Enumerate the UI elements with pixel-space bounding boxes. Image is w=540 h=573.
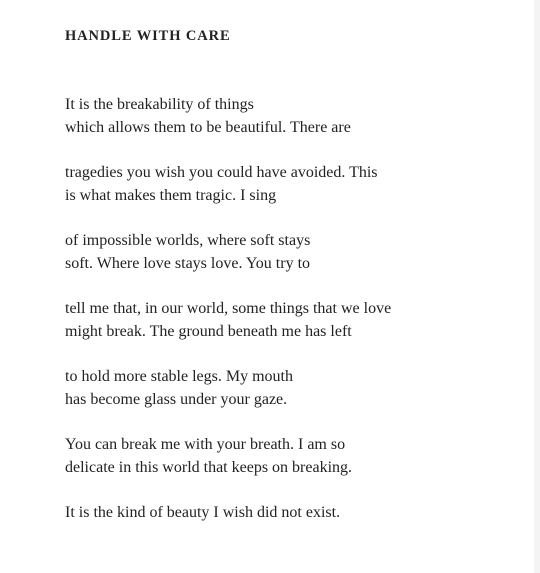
poem-line: tell me that, in our world, some things that we love: [65, 300, 392, 317]
poem-line: It is the kind of beauty I wish did not exist.: [65, 504, 341, 521]
poem-title: HANDLE WITH CARE: [65, 28, 231, 44]
poem-body: [65, 93, 505, 546]
page-edge: [534, 0, 540, 573]
stanza-3: [65, 229, 505, 275]
poem-line: delicate in this world that keeps on breaking.: [65, 459, 353, 476]
poem-line: It is the breakability of things: [65, 96, 254, 113]
stanza-2: [65, 161, 505, 207]
stanza-5: [65, 365, 505, 411]
poem-line: is what makes them tragic. I sing: [65, 187, 277, 204]
poem-line: to hold more stable legs. My mouth: [65, 368, 293, 385]
poem-line: You can break me with your breath. I am so: [65, 436, 346, 453]
poem-line: which allows them to be beautiful. There are: [65, 119, 351, 136]
poem-line: of impossible worlds, where soft stays: [65, 232, 311, 249]
stanza-1: [65, 93, 505, 139]
poem-line: soft. Where love stays love. You try to: [65, 255, 311, 272]
poem-line: tragedies you wish you could have avoided. This: [65, 164, 378, 181]
stanza-7: [65, 501, 505, 524]
poem-line: might break. The ground beneath me has left: [65, 323, 352, 340]
poem-line: has become glass under your gaze.: [65, 391, 288, 408]
stanza-4: [65, 297, 505, 343]
stanza-6: [65, 433, 505, 479]
